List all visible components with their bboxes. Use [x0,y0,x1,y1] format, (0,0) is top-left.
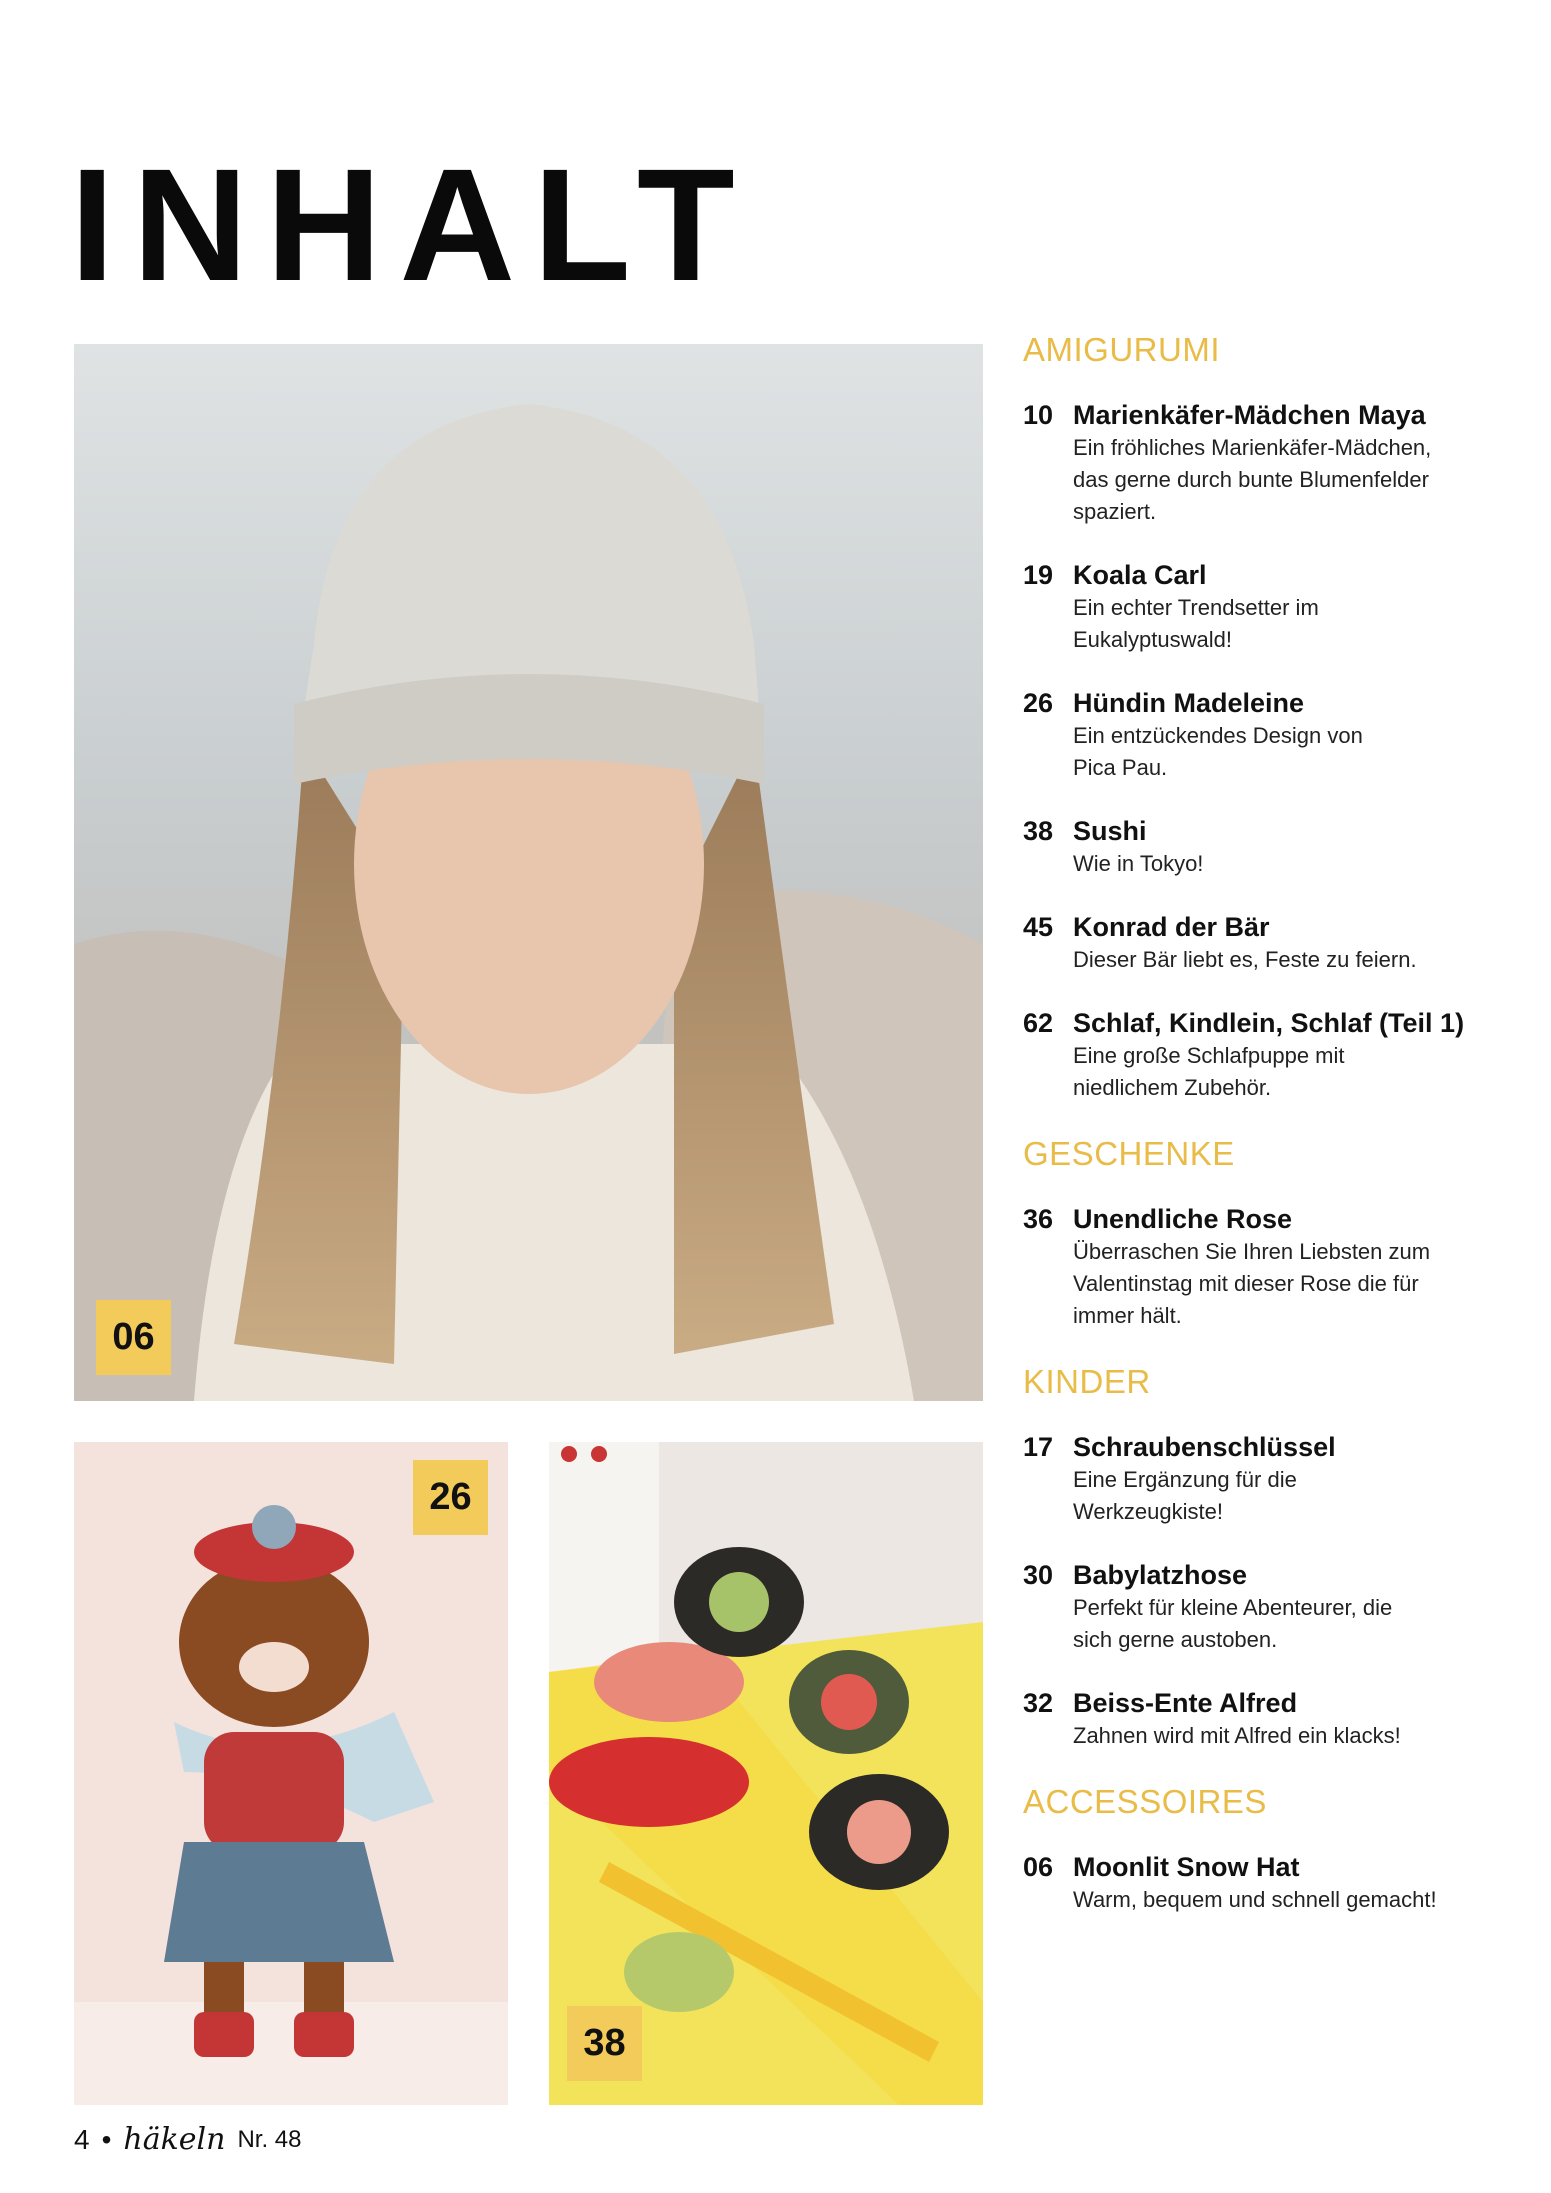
entry-title: Koala Carl [1073,560,1207,590]
toc-entry[interactable] [1023,1686,1503,1752]
toc-entry[interactable] [1023,686,1503,784]
toc-entry[interactable] [1023,1430,1503,1528]
section-heading: KINDER [1023,1363,1151,1400]
page-badge: 26 [413,1460,488,1535]
page-number: 38 [1023,816,1054,846]
page-footer [74,2122,301,2157]
section-geschenke [1023,1134,1503,1332]
page-number: 10 [1023,400,1054,430]
entry-title: Marienkäfer-Mädchen Maya [1073,400,1426,430]
issue-number: Nr. 48 [237,2125,302,2153]
page-number: 17 [1023,1432,1054,1462]
page-number: 06 [1023,1852,1054,1882]
footer-separator: • [101,2123,112,2155]
page-number: 30 [1023,1560,1054,1590]
toc-entry[interactable] [1023,1006,1503,1104]
page-title: INHALT [70,135,753,314]
entry-description: Wie in Tokyo! [1073,851,1204,876]
section-heading: GESCHENKE [1023,1135,1235,1172]
toc-entry[interactable] [1023,910,1503,976]
entry-description: Eine Ergänzung für die Werkzeugkiste! [1073,1467,1297,1524]
entry-description: Dieser Bär liebt es, Feste zu feiern. [1073,947,1417,972]
page-badge: 38 [567,2006,642,2081]
entry-title: Moonlit Snow Hat [1073,1852,1300,1882]
toc-entry[interactable] [1023,1850,1503,1916]
toc-entry[interactable] [1023,558,1503,656]
page-number: 26 [1023,688,1054,718]
page-number: 45 [1023,912,1054,942]
crochet-sushi-photo [549,1442,983,2105]
page-number: 19 [1023,560,1054,590]
magazine-brand: häkeln [123,2122,226,2157]
page-number: 36 [1023,1204,1054,1234]
entry-title: Schraubenschlüssel [1073,1432,1336,1462]
page-number: 62 [1023,1008,1054,1038]
section-accessoires [1023,1782,1503,1916]
section-heading: ACCESSOIRES [1023,1783,1267,1820]
entry-description: Perfekt für kleine Abenteurer, die sich gerne austoben. [1073,1595,1393,1652]
section-kinder [1023,1362,1503,1752]
entry-title: Babylatzhose [1073,1560,1248,1590]
entry-title: Konrad der Bär [1073,912,1270,942]
toc-entry[interactable] [1023,1202,1503,1332]
entry-description: Ein echter Trendsetter im Eukalyptuswald! [1073,595,1319,652]
entry-description: Ein entzückendes Design von Pica Pau. [1073,723,1363,780]
page-badge: 06 [96,1300,171,1375]
entry-title: Unendliche Rose [1073,1204,1293,1234]
entry-title: Hündin Madeleine [1073,688,1305,718]
section-heading: AMIGURUMI [1023,331,1220,368]
toc-entry[interactable] [1023,1558,1503,1656]
toc-entry[interactable] [1023,814,1503,880]
entry-description: Eine große Schlafpuppe mit niedlichem Zubehör. [1073,1043,1345,1100]
table-of-contents [1023,330,1503,1946]
page-number: 32 [1023,1688,1054,1718]
entry-description: Warm, bequem und schnell gemacht! [1073,1887,1437,1912]
entry-title: Sushi [1073,816,1147,846]
entry-title: Beiss-Ente Alfred [1073,1688,1298,1718]
crochet-dog-doll-photo [74,1442,508,2105]
entry-description: Zahnen wird mit Alfred ein klacks! [1073,1723,1401,1748]
entry-title: Schlaf, Kindlein, Schlaf (Teil 1) [1073,1008,1465,1038]
toc-entry[interactable] [1023,398,1503,528]
footer-page-number: 4 [74,2123,90,2155]
entry-description: Überraschen Sie Ihren Liebsten zum Valentinstag mit dieser Rose die für immer hält. [1073,1239,1431,1328]
entry-description: Ein fröhliches Marienkäfer-Mädchen, das gerne durch bunte Blumenfelder spaziert. [1073,435,1432,524]
woman-wearing-crochet-hat-photo [74,344,983,1401]
section-amigurumi [1023,330,1503,1104]
